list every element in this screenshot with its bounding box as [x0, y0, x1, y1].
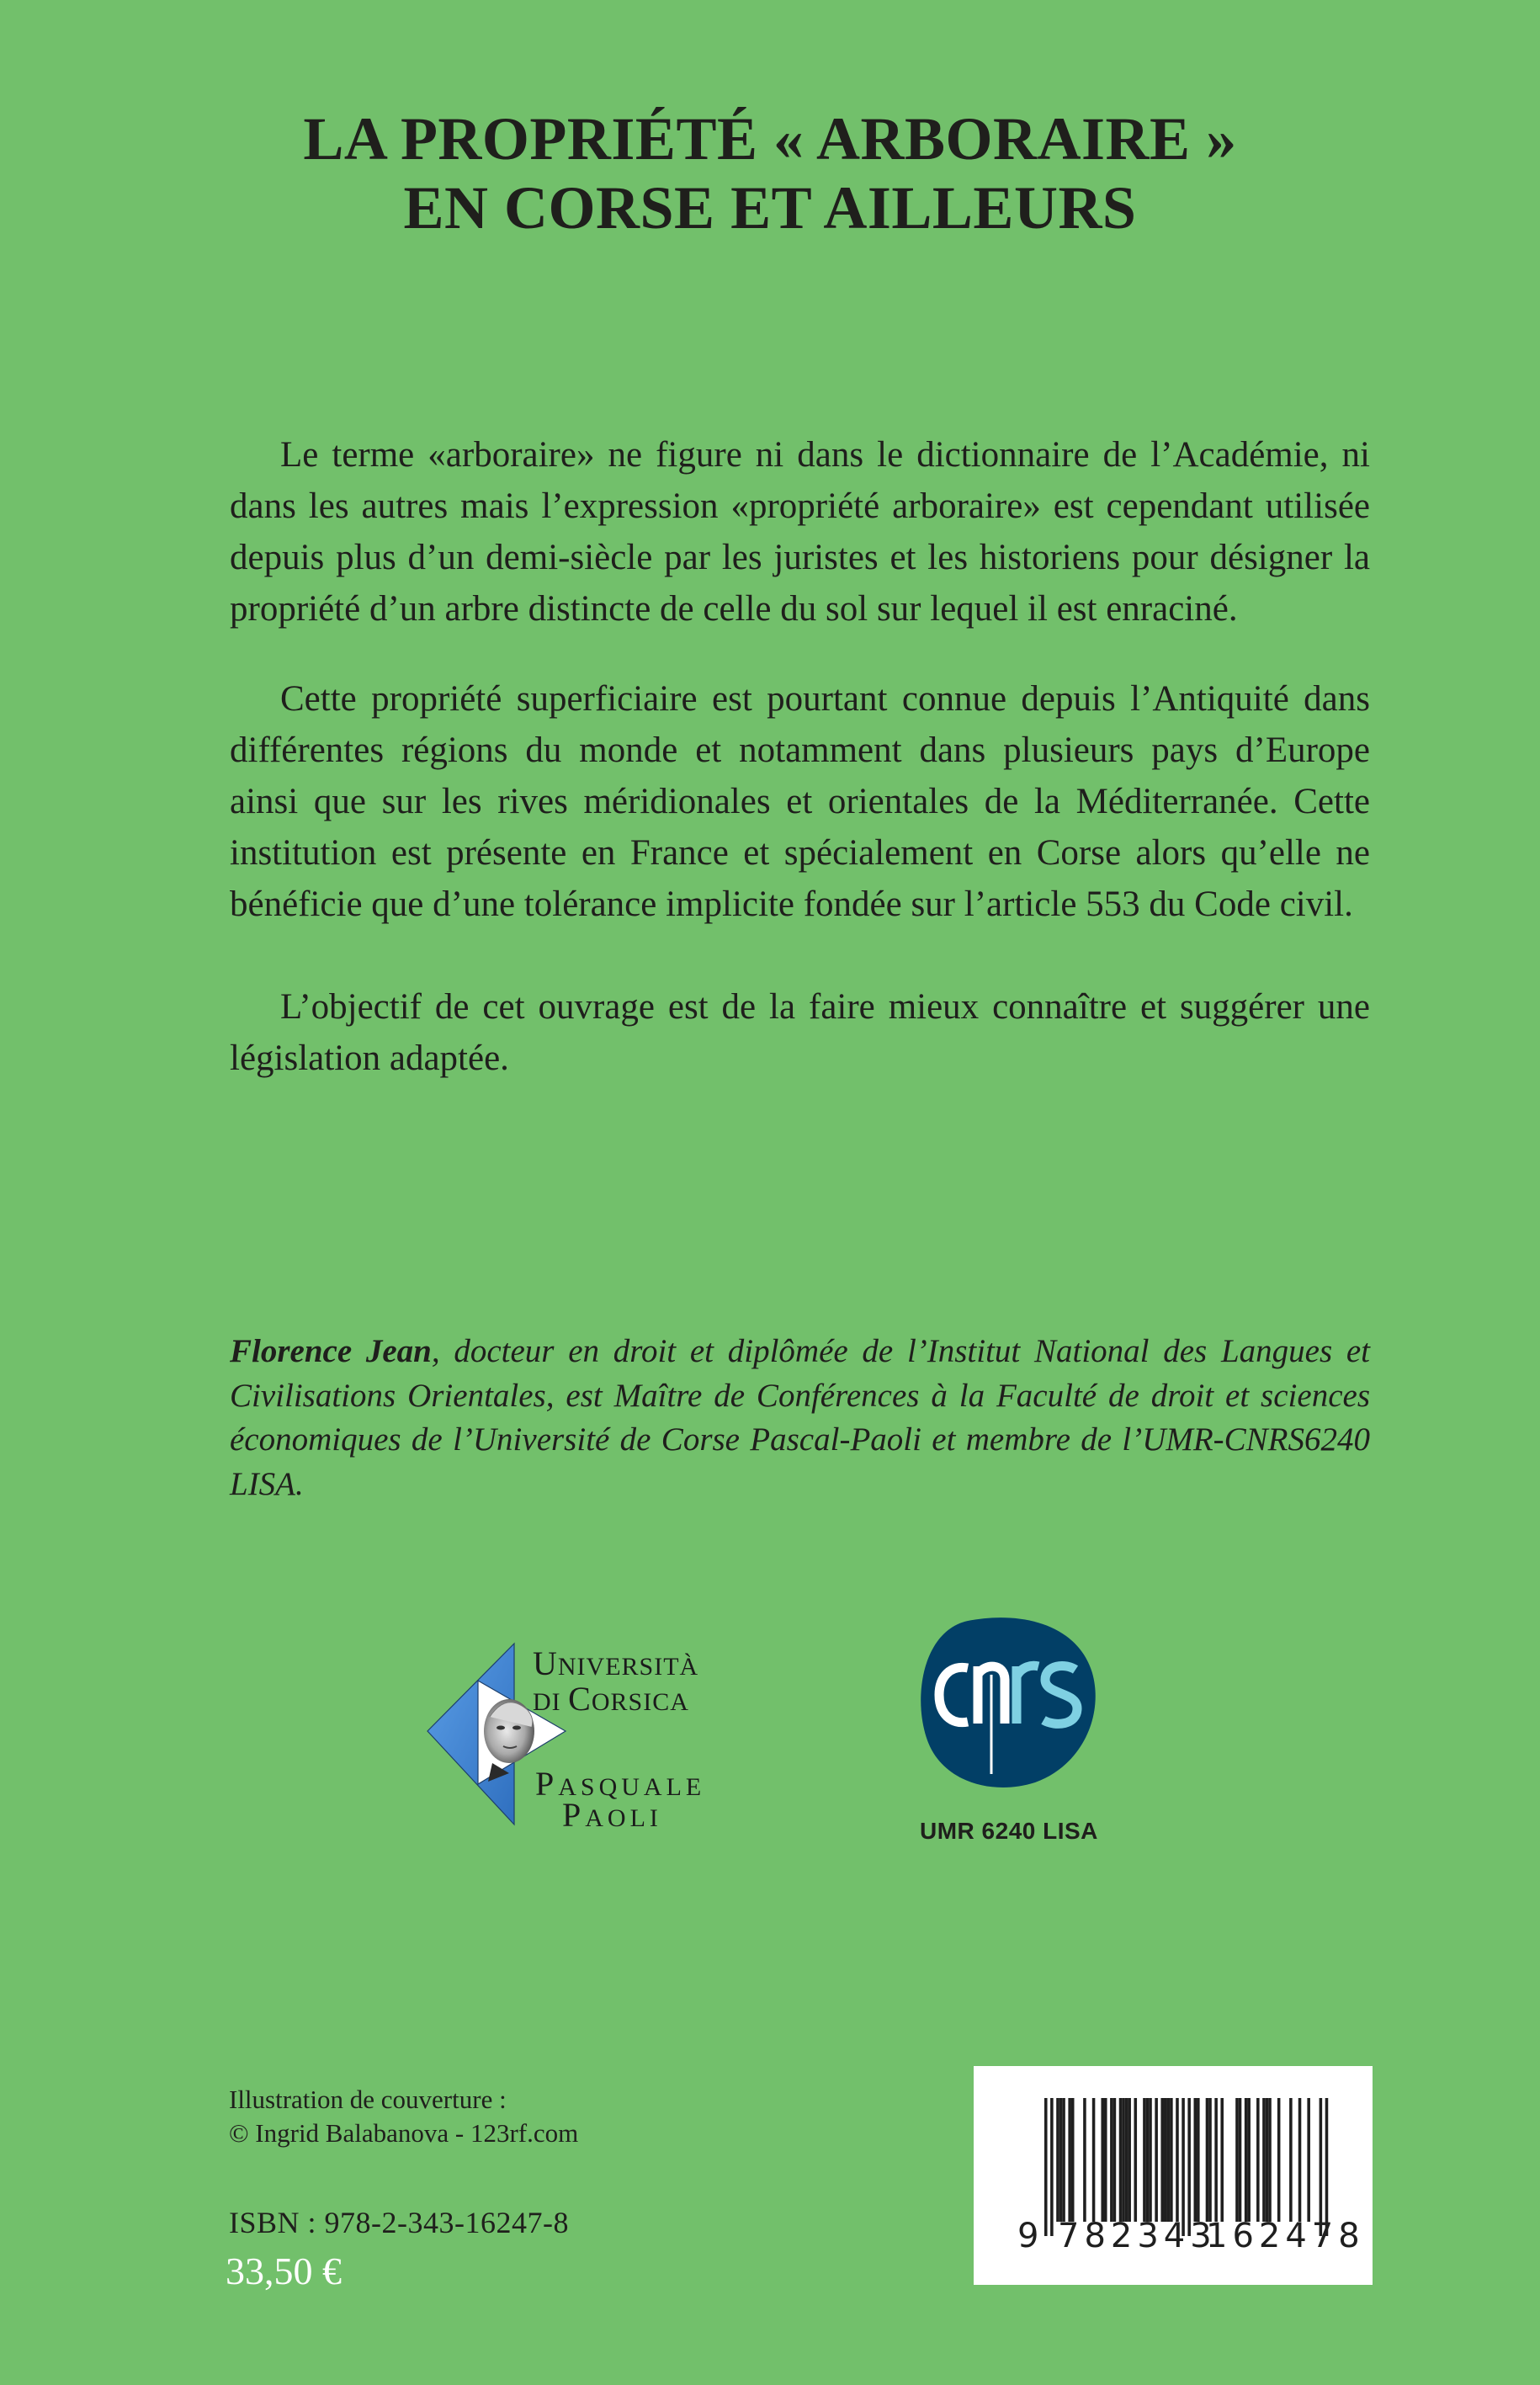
illustration-credit: © Ingrid Balabanova - 123rf.com: [229, 2118, 579, 2148]
cnrs-logo: [917, 1614, 1098, 1793]
svg-text:9: 9: [1017, 2217, 1044, 2255]
author-bio: [230, 1330, 1370, 1506]
ean13-barcode: [974, 2066, 1373, 2285]
book-title: [0, 104, 1540, 242]
cnrs-blob-icon: [917, 1614, 1098, 1793]
svg-text:782343: 782343: [1058, 2217, 1217, 2255]
book-summary: [230, 429, 1370, 1084]
price: 33,50 €: [226, 2250, 342, 2292]
summary-paragraph-2: Cette propriété superficiaire est pourtant connue depuis l’Antiquité dans différentes régions du monde et notamment dans plusieurs pays d’Europe ainsi que sur les rives méridionales et orientales de la Méditerranée. Cette institution est présente en France et spécialement en Corse alors qu’elle ne bénéficie que d’une tolérance implicite fondée sur l’article 553 du Code civil.: [230, 679, 1370, 924]
universita-text: UNIVERSITÀ: [533, 1644, 699, 1682]
title-line-1: LA PROPRIÉTÉ « ARBORAIRE »: [303, 105, 1237, 173]
universita-di-corsica-logo: [421, 1637, 706, 1835]
isbn: ISBN : 978-2-343-16247-8: [229, 2206, 569, 2239]
summary-paragraph-3: L’objectif de cet ouvrage est de la faire mieux connaître et suggérer une législation adaptée.: [230, 987, 1370, 1078]
author-name: Florence Jean: [230, 1333, 432, 1369]
title-line-2: EN CORSE ET AILLEURS: [403, 174, 1137, 242]
svg-text:162478: 162478: [1206, 2217, 1365, 2255]
illustration-label: Illustration de couverture :: [229, 2085, 507, 2114]
di-corsica-text: DI CORSICA: [533, 1680, 689, 1718]
pasquale-text: PASQUALE: [535, 1765, 706, 1803]
author-bio-text: , docteur en droit et diplômée de l’Institut National des Langues et Civilisations Orientales, est Maître de Conférences à la Faculté de droit et sciences économiques de l’Université de Corse Pascal-Paoli et membre de l’UMR-CNRS6240 LISA.: [230, 1333, 1370, 1502]
barcode-bars-icon: [974, 2066, 1373, 2285]
paoli-text: PAOLI: [562, 1796, 662, 1834]
cnrs-umr-caption: UMR 6240 LISA: [920, 1818, 1098, 1844]
summary-paragraph-1: Le terme «arboraire» ne figure ni dans le dictionnaire de l’Académie, ni dans les autres mais l’expression «propriété arboraire» est cependant utilisée depuis plus d’un demi-siècle par les juristes et les historiens pour désigner la propriété d’un arbre distincte de celle du sol sur lequel il est enraciné.: [230, 435, 1370, 629]
cover-illustration-credits: [229, 2083, 578, 2150]
